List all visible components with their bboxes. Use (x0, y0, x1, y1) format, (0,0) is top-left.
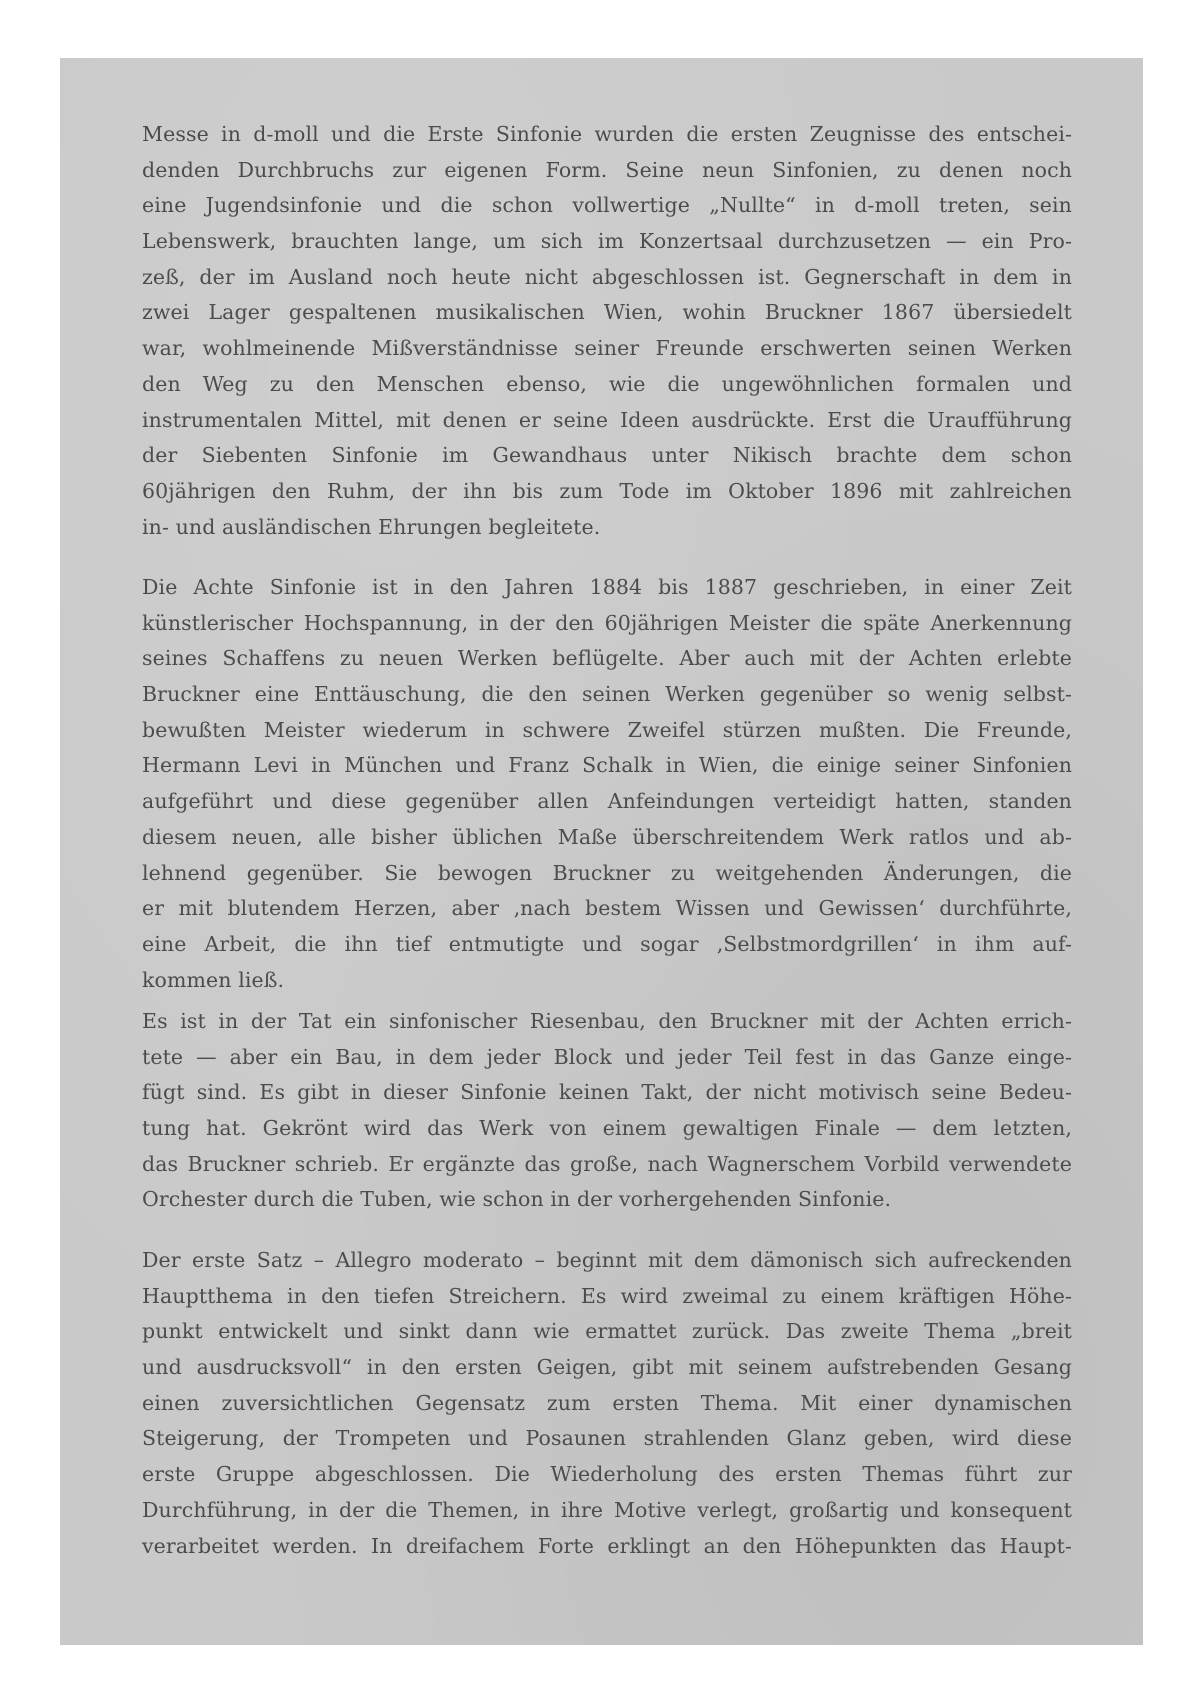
text-line: bewußten Meister wiederum in schwere Zweifel stürzen mußten. Die Freunde, (142, 717, 1072, 742)
text-line: aufgeführt und diese gegenüber allen Anfeindungen verteidigt hatten, standen (142, 789, 1072, 814)
text-line: den Weg zu den Menschen ebenso, wie die ungewöhnlichen formalen und (142, 371, 1072, 396)
text-line: er mit blutendem Herzen, aber ‚nach bestem Wissen und Gewissen‘ durchführte, (142, 896, 1072, 921)
text-line: war, wohlmeinende Mißverständnisse seiner Freunde erschwerten seinen Werken (142, 336, 1072, 361)
text-line: Hauptthema in den tiefen Streichern. Es wird zweimal zu einem kräftigen Höhe- (142, 1283, 1072, 1308)
text-line: Orchester durch die Tuben, wie schon in der vorhergehenden Sinfonie. (142, 1187, 892, 1212)
text-line: instrumentalen Mittel, mit denen er seine Ideen ausdrückte. Erst die Uraufführung (142, 407, 1072, 432)
text-line: eine Arbeit, die ihn tief entmutigte und sogar ‚Selbstmordgrillen‘ in ihm auf- (142, 931, 1072, 956)
text-line: erste Gruppe abgeschlossen. Die Wiederholung des ersten Themas führt zur (142, 1462, 1072, 1487)
text-line: zeß, der im Ausland noch heute nicht abgeschlossen ist. Gegnerschaft in dem in (142, 264, 1072, 289)
text-line: Der erste Satz – Allegro moderato – beginnt mit dem dämonisch sich aufreckenden (142, 1248, 1072, 1272)
text-line: eine Jugendsinfonie und die schon vollwertige „Nullte“ in d-moll treten, sein (142, 193, 1072, 218)
text-line: einen zuversichtlichen Gegensatz zum ersten Thema. Mit einer dynamischen (142, 1390, 1072, 1415)
text-line: und ausdrucksvoll“ in den ersten Geigen, gibt mit seinem aufstrebenden Gesang (142, 1355, 1072, 1380)
text-line: tete — aber ein Bau, in dem jeder Block und jeder Teil fest in das Ganze einge- (142, 1044, 1072, 1069)
text-line: das Bruckner schrieb. Er ergänzte das große, nach Wagnerschem Vorbild verwendete (142, 1151, 1072, 1176)
text-line: diesem neuen, alle bisher üblichen Maße überschreitendem Werk ratlos und ab- (142, 824, 1072, 849)
text-line: Bruckner eine Enttäuschung, die den seinen Werken gegenüber so wenig selbst- (142, 682, 1072, 707)
text-line: 60jährigen den Ruhm, der ihn bis zum Tode im Oktober 1896 mit zahlreichen (142, 478, 1072, 503)
text-line: tung hat. Gekrönt wird das Werk von einem gewaltigen Finale — dem letzten, (142, 1116, 1072, 1141)
paragraph-3 (142, 1004, 1072, 1218)
text-line: in- und ausländischen Ehrungen begleitete. (142, 514, 601, 539)
text-line: Die Achte Sinfonie ist in den Jahren 1884 bis 1887 geschrieben, in einer Zeit (142, 575, 1072, 599)
text-line: zwei Lager gespaltenen musikalischen Wien, wohin Bruckner 1867 übersiedelt (142, 300, 1072, 325)
text-line: fügt sind. Es gibt in dieser Sinfonie keinen Takt, der nicht motivisch seine Bedeu- (142, 1080, 1072, 1105)
text-line: Hermann Levi in München und Franz Schalk in Wien, die einige seiner Sinfonien (142, 753, 1072, 778)
paragraph-4 (142, 1243, 1072, 1564)
text-line: verarbeitet werden. In dreifachem Forte erklingt an den Höhepunkten das Haupt- (142, 1533, 1072, 1558)
text-line: Steigerung, der Trompeten und Posaunen strahlenden Glanz geben, wird diese (142, 1426, 1072, 1451)
text-line: lehnend gegenüber. Sie bewogen Bruckner zu weitgehenden Änderungen, die (142, 860, 1072, 885)
text-line: künstlerischer Hochspannung, in der den 60jährigen Meister die späte Anerkennung (142, 610, 1072, 635)
text-line: Messe in d-moll und die Erste Sinfonie wurden die ersten Zeugnisse des entschei- (142, 122, 1072, 146)
text-line: denden Durchbruchs zur eigenen Form. Seine neun Sinfonien, zu denen noch (142, 157, 1072, 182)
text-line: Durchführung, in der die Themen, in ihre Motive verlegt, großartig und konsequent (142, 1497, 1072, 1522)
paragraph-1 (142, 117, 1072, 545)
paragraph-2 (142, 570, 1072, 998)
text-line: kommen ließ. (142, 967, 285, 992)
text-line: der Siebenten Sinfonie im Gewandhaus unter Nikisch brachte dem schon (142, 443, 1072, 468)
text-line: Es ist in der Tat ein sinfonischer Riesenbau, den Bruckner mit der Achten errich- (142, 1009, 1072, 1033)
text-line: Lebenswerk, brauchten lange, um sich im Konzertsaal durchzusetzen — ein Pro- (142, 229, 1072, 254)
text-line: punkt entwickelt und sinkt dann wie ermattet zurück. Das zweite Thema „breit (142, 1319, 1072, 1344)
text-line: seines Schaffens zu neuen Werken beflügelte. Aber auch mit der Achten erlebte (142, 646, 1072, 671)
